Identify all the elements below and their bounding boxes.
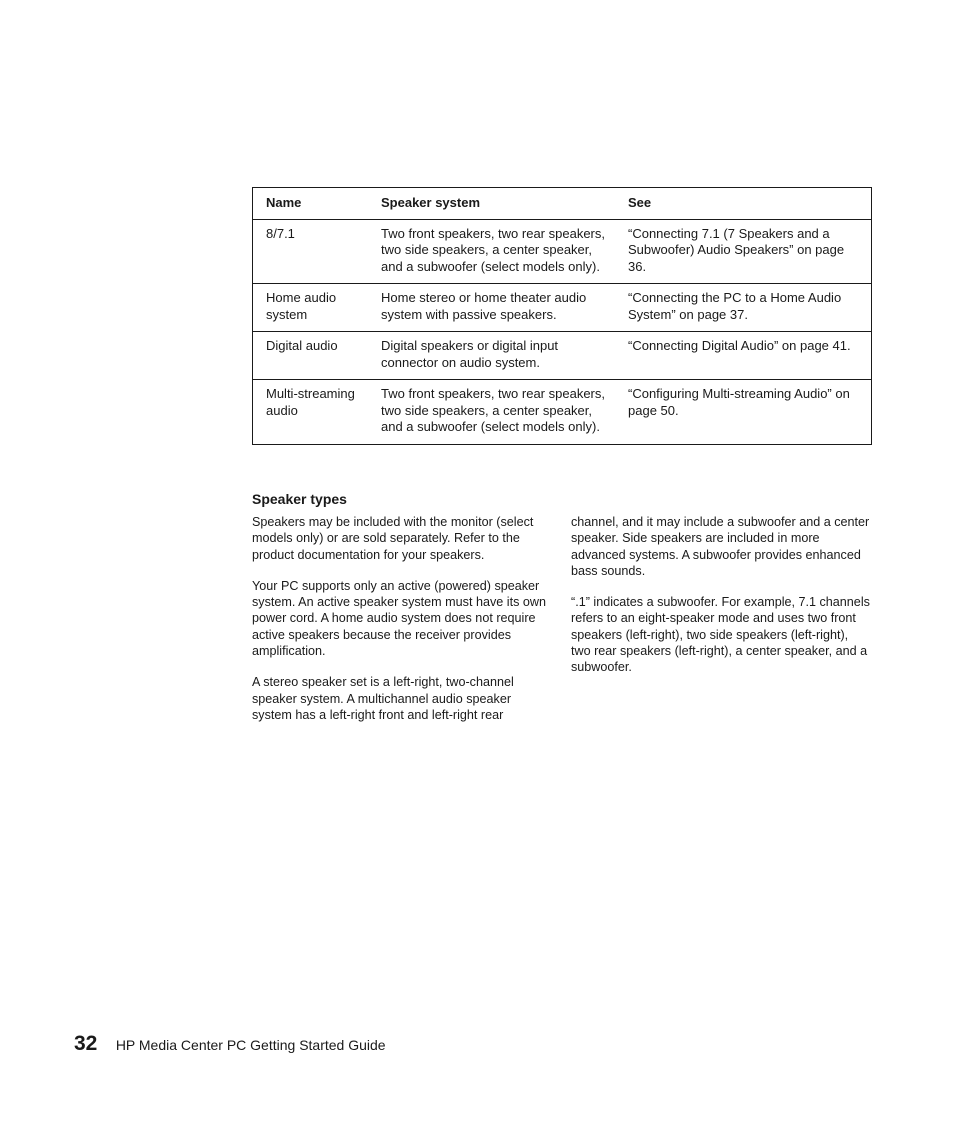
row-name-cell: Digital audio [253,332,369,380]
body-paragraph: A stereo speaker set is a left-right, two-channel speaker system. A multichannel audio speaker system has a left-right front and left-right rear [252,675,514,722]
table-header-row [253,188,872,220]
row-see-cell: “Connecting Digital Audio” on page 41. [615,332,872,380]
body-paragraph: Your PC supports only an active (powered) speaker system. An active speaker system must have its own power cord. A home audio system does not require active speakers because the receiver provides amplification. [252,578,546,659]
row-name-cell: 8/7.1 [253,219,369,284]
body-column-left [252,514,552,738]
row-see-cell: “Configuring Multi-streaming Audio” on page 50. [615,380,872,445]
section-heading-speaker-types: Speaker types [252,491,347,507]
column-header-see: See [615,188,872,220]
row-name-cell: Multi-streaming audio [253,380,369,445]
row-speaker-system-cell: Two front speakers, two rear speakers, two side speakers, a center speaker, and a subwoofer (select models only). [368,219,615,284]
row-speaker-system-cell: Digital speakers or digital input connector on audio system. [368,332,615,380]
table-row [253,380,872,445]
row-speaker-system-cell: Home stereo or home theater audio system with passive speakers. [368,284,615,332]
row-see-cell: “Connecting 7.1 (7 Speakers and a Subwoofer) Audio Speakers” on page 36. [615,219,872,284]
page-footer [74,1032,386,1056]
body-column-right [571,514,871,691]
page-number: 32 [74,1032,98,1055]
body-paragraph: “.1” indicates a subwoofer. For example, 7.1 channels refers to an eight-speaker mode and uses two front speakers (left-right), two side speakers (left-right), two rear speakers (left-right), a center speaker, and a subwoofer. [571,595,870,675]
column-header-name: Name [253,188,369,220]
column-header-speaker-system: Speaker system [368,188,615,220]
row-name-cell: Home audio system [253,284,369,332]
table-row [253,284,872,332]
body-paragraph: Speakers may be included with the monitor (select models only) or are sold separately. Refer to the product documentation for your speakers. [252,515,534,562]
footer-guide-title: HP Media Center PC Getting Started Guide [115,1037,386,1053]
table-row [253,219,872,284]
row-see-cell: “Connecting the PC to a Home Audio System” on page 37. [615,284,872,332]
row-speaker-system-cell: Two front speakers, two rear speakers, two side speakers, a center speaker, and a subwoofer (select models only). [368,380,615,445]
body-paragraph: channel, and it may include a subwoofer and a center speaker. Side speakers are included in more advanced systems. A subwoofer provides enhanced bass sounds. [571,515,870,578]
table-row [253,332,872,380]
speaker-systems-table [252,187,872,445]
